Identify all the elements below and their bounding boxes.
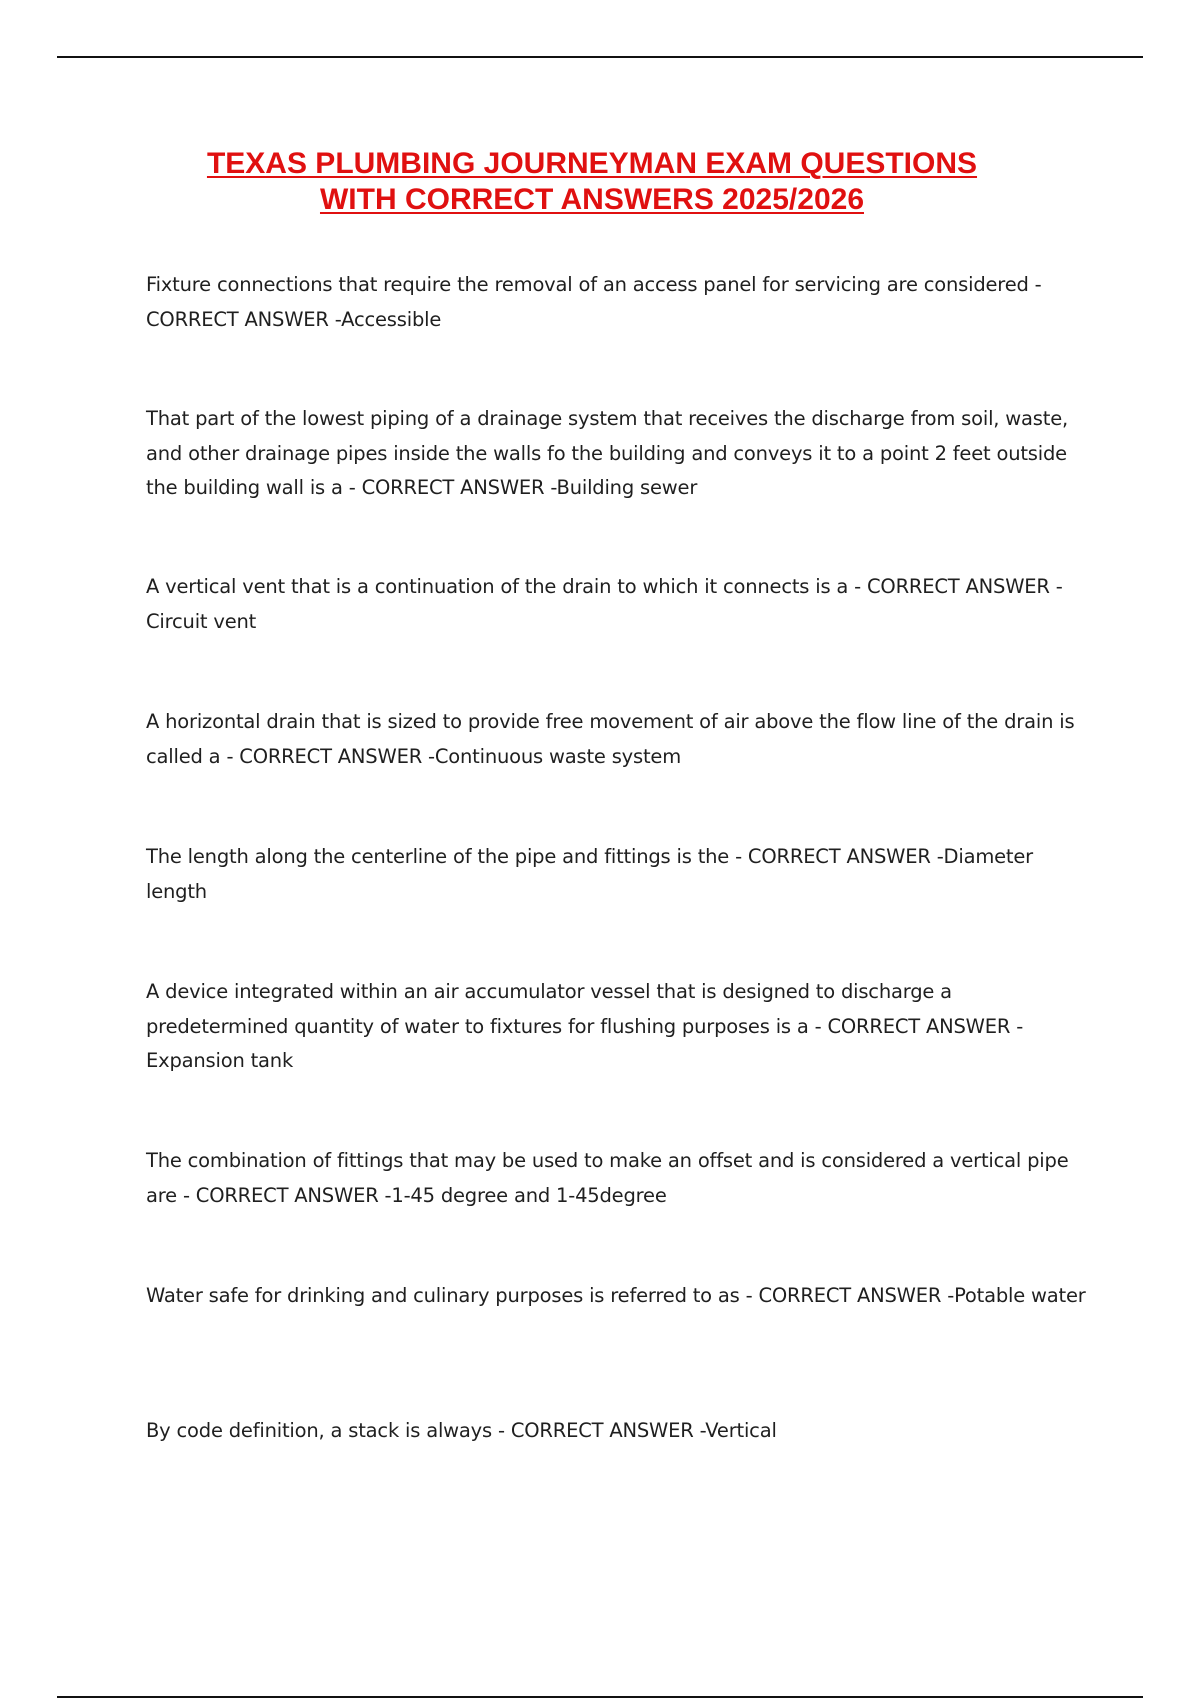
question-text: Water safe for drinking and culinary purposes is referred to as <box>146 1284 740 1307</box>
answer-marker: - CORRECT ANSWER - <box>814 1014 1024 1038</box>
answer-marker: - CORRECT ANSWER - <box>226 744 435 768</box>
answer-marker: - CORRECT ANSWER - <box>735 845 944 868</box>
question-text: A device integrated within an air accumulator vessel that is designed to discharge a predetermined quantity of water to fixtures for flushing purposes is a <box>146 980 952 1038</box>
answer-text: Accessible <box>341 307 442 331</box>
header-rule <box>57 56 1143 58</box>
title-line-2: WITH CORRECT ANSWERS 2025/2026 <box>319 183 864 216</box>
answer-marker: - CORRECT ANSWER - <box>348 476 557 499</box>
answer-text: Building sewer <box>556 476 698 499</box>
footer-rule <box>57 1696 1143 1698</box>
title-line-1: TEXAS PLUMBING JOURNEYMAN EXAM QUESTIONS <box>206 147 978 180</box>
question-text: A horizontal drain that is sized to provide free movement of air above the flow line of the drain is called a <box>146 710 1075 768</box>
question-text: The length along the centerline of the pipe and fittings is the <box>146 845 730 868</box>
answer-marker: - CORRECT ANSWER - <box>745 1284 955 1307</box>
question-item <box>146 840 1096 909</box>
question-text: A vertical vent that is a continuation of the drain to which it connects is a <box>146 575 849 598</box>
answer-text: Circuit vent <box>146 609 257 633</box>
question-item <box>146 1279 1096 1314</box>
question-text: The combination of fittings that may be used to make an offset and is considered a vertical pipe are <box>146 1149 1069 1207</box>
answer-text: Continuous waste system <box>434 744 682 768</box>
question-item <box>146 570 1096 639</box>
answer-marker: - CORRECT ANSWER - <box>146 273 1042 331</box>
answer-text: Expansion tank <box>146 1049 294 1072</box>
question-text: By code definition, a stack is always <box>146 1419 492 1442</box>
answer-marker: - CORRECT ANSWER - <box>497 1419 706 1442</box>
question-text: That part of the lowest piping of a drainage system that receives the discharge from soil, waste, and other drainage pipes inside the walls fo the building and conveys it to a point 2 feet outside the building wall is a <box>146 407 1068 499</box>
question-item <box>146 1414 1096 1449</box>
question-item <box>146 705 1096 774</box>
answer-text: Diameter length <box>146 845 1033 903</box>
answer-marker: - CORRECT ANSWER - <box>854 575 1063 598</box>
question-text: Fixture connections that require the removal of an access panel for servicing are considered <box>146 273 1029 296</box>
answer-text: 1-45 degree and 1-45degree <box>391 1183 667 1207</box>
question-item <box>146 402 1096 506</box>
question-item <box>146 975 1096 1079</box>
answer-marker: - CORRECT ANSWER - <box>182 1183 392 1207</box>
document-title <box>120 146 1064 218</box>
answer-text: Potable water <box>954 1284 1086 1307</box>
question-item <box>146 268 1096 337</box>
question-item <box>146 1144 1096 1213</box>
answer-text: Vertical <box>705 1419 777 1442</box>
